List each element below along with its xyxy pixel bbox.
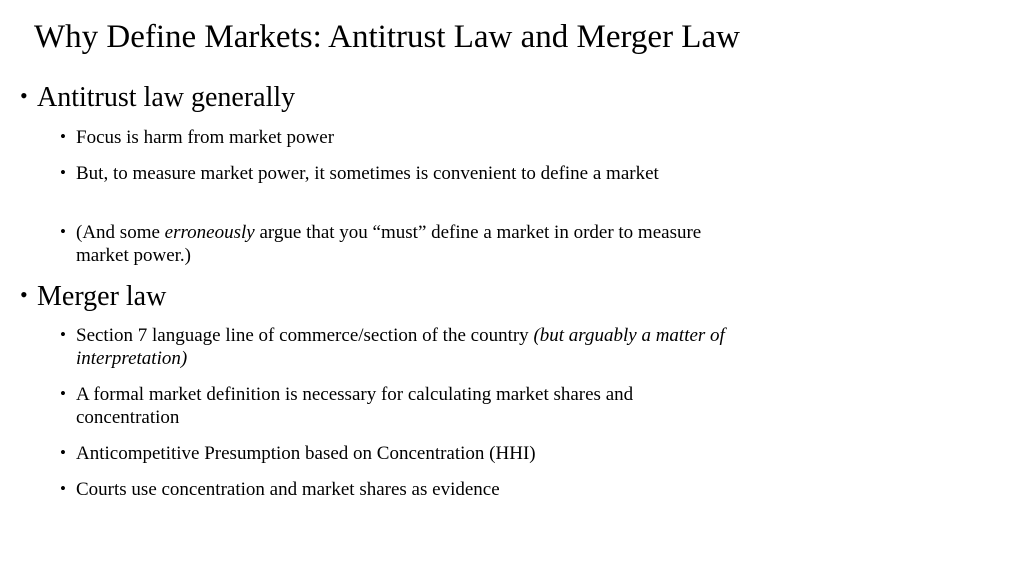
list-item-text: Courts use concentration and market shares as evidence xyxy=(76,479,500,500)
section-heading-text: Merger law xyxy=(37,281,167,312)
text-run: Section 7 language line of commerce/section of the country xyxy=(76,325,534,346)
list-item-text: But, to measure market power, it sometimes is convenient to define a market xyxy=(76,163,659,184)
bullet-icon: • xyxy=(60,222,66,241)
list-item xyxy=(60,478,730,501)
bullet-icon: • xyxy=(60,127,66,146)
bullet-icon: • xyxy=(60,479,66,498)
list-item-text xyxy=(76,221,730,267)
list-item xyxy=(60,383,730,429)
bullet-icon: • xyxy=(60,443,66,462)
text-run: argue that you “must” define a market in order to measure market power.) xyxy=(76,222,702,266)
section-heading-text: Antitrust law generally xyxy=(37,82,296,113)
list-item-text: Focus is harm from market power xyxy=(76,127,335,148)
list-item xyxy=(60,126,730,149)
emphasis-text: (but arguably a matter of interpretation) xyxy=(76,325,725,369)
slide-title: Why Define Markets: Antitrust Law and Merger Law xyxy=(34,19,740,55)
list-item xyxy=(60,162,730,185)
list-item-text xyxy=(76,324,730,370)
list-item xyxy=(60,221,730,267)
list-item xyxy=(60,324,730,370)
list-item xyxy=(60,442,730,465)
bullet-icon: • xyxy=(20,83,28,108)
emphasis-text: erroneously xyxy=(164,222,255,243)
bullet-icon: • xyxy=(60,163,66,182)
bullet-icon: • xyxy=(60,384,66,403)
bullet-icon: • xyxy=(20,282,28,307)
text-run: (And some xyxy=(76,222,165,243)
bullet-icon: • xyxy=(60,325,66,344)
list-item-text: A formal market definition is necessary for calculating market shares and concentration xyxy=(76,384,634,428)
list-item-text: Anticompetitive Presumption based on Concentration (HHI) xyxy=(76,443,536,464)
